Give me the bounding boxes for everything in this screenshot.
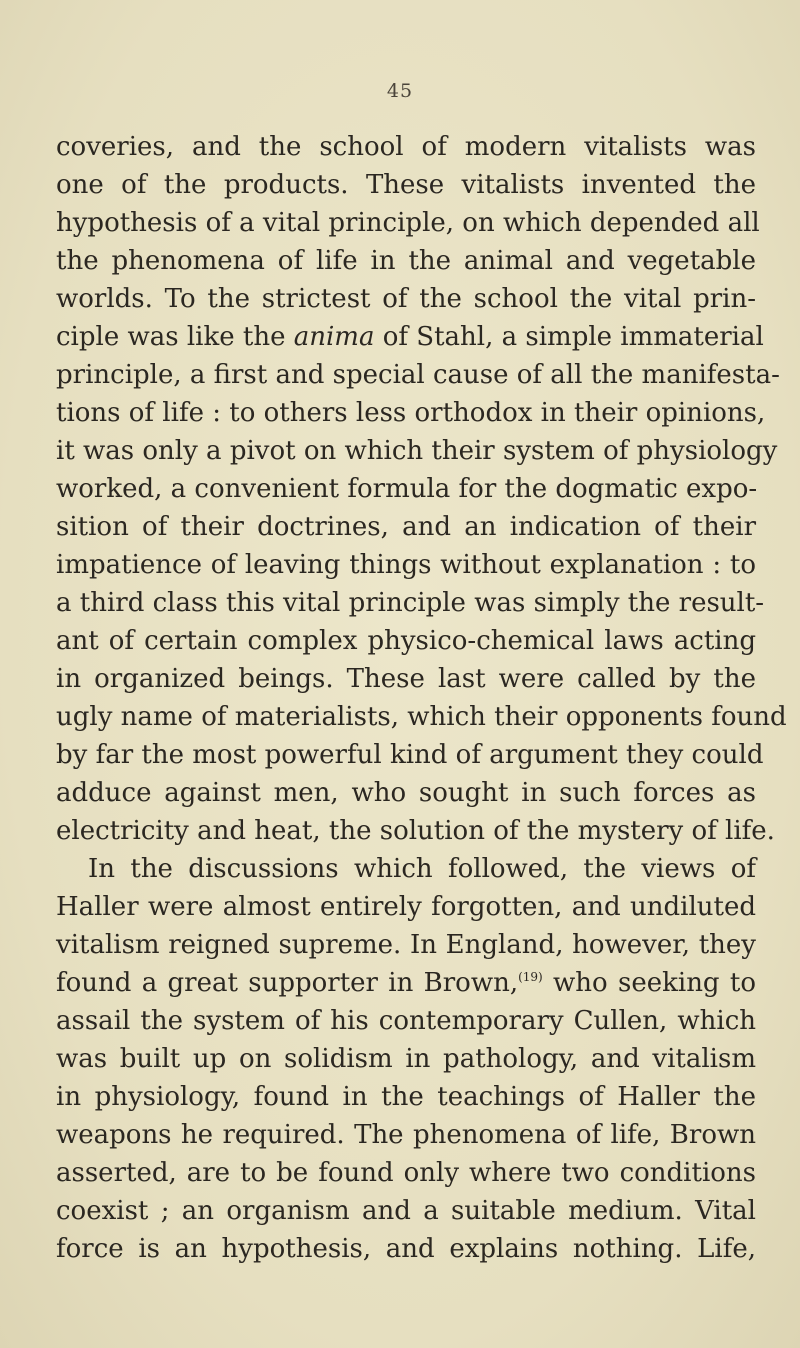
text-line: coexist ; an organism and a suitable medium. Vital [56, 1196, 756, 1226]
text-line: Haller were almost entirely forgotten, and undiluted [56, 892, 756, 922]
text-segment: of Stahl, a simple immaterial [374, 322, 764, 352]
text-line: by far the most powerful kind of argument they could [56, 740, 764, 770]
text-line: it was only a pivot on which their system of physiology [56, 436, 778, 466]
text-line: one of the products. These vitalists invented the [56, 170, 756, 200]
text-segment: found a great supporter in Brown, [56, 968, 519, 998]
text-segment: who seeking to [542, 968, 756, 998]
text-line: electricity and heat, the solution of the mystery of life. [56, 816, 775, 846]
text-line: assail the system of his contemporary Cullen, which [56, 1006, 756, 1036]
text-line [56, 964, 756, 1002]
text-line: hypothesis of a vital principle, on which depended all [56, 208, 760, 238]
text-line: worked, a convenient formula for the dogmatic expo- [56, 474, 758, 504]
text-line: weapons he required. The phenomena of life, Brown [56, 1120, 756, 1150]
footnote-reference: (19) [518, 970, 543, 984]
text-segment: ciple was like the [56, 322, 294, 352]
text-line: coveries, and the school of modern vitalists was [56, 132, 756, 162]
text-line: was built up on solidism in pathology, and vitalism [56, 1044, 756, 1074]
text-line: In the discussions which followed, the views of [88, 854, 756, 884]
text-line: ant of certain complex physico-chemical laws acting [56, 626, 756, 656]
text-line: force is an hypothesis, and explains nothing. Life, [56, 1234, 756, 1264]
text-line: the phenomena of life in the animal and vegetable [56, 246, 756, 276]
text-line: a third class this vital principle was simply the result- [56, 588, 765, 618]
text-line: in physiology, found in the teachings of Haller the [56, 1082, 756, 1112]
text-line: asserted, are to be found only where two conditions [56, 1158, 756, 1188]
text-line: adduce against men, who sought in such forces as [56, 778, 756, 808]
italic-term: anima [293, 322, 375, 352]
text-line [56, 318, 764, 356]
text-line: impatience of leaving things without explanation : to [56, 550, 756, 580]
text-line: worlds. To the strictest of the school the vital prin- [56, 284, 756, 314]
text-line: tions of life : to others less orthodox in their opinions, [56, 398, 766, 428]
text-line: in organized beings. These last were called by the [56, 664, 756, 694]
body-text [56, 128, 787, 1268]
text-line: sition of their doctrines, and an indication of their [56, 512, 756, 542]
text-line: principle, a first and special cause of all the manifesta- [56, 360, 780, 390]
text-line: vitalism reigned supreme. In England, however, they [56, 930, 756, 960]
page-number: 45 [386, 80, 414, 102]
text-line: ugly name of materialists, which their opponents found [56, 702, 787, 732]
